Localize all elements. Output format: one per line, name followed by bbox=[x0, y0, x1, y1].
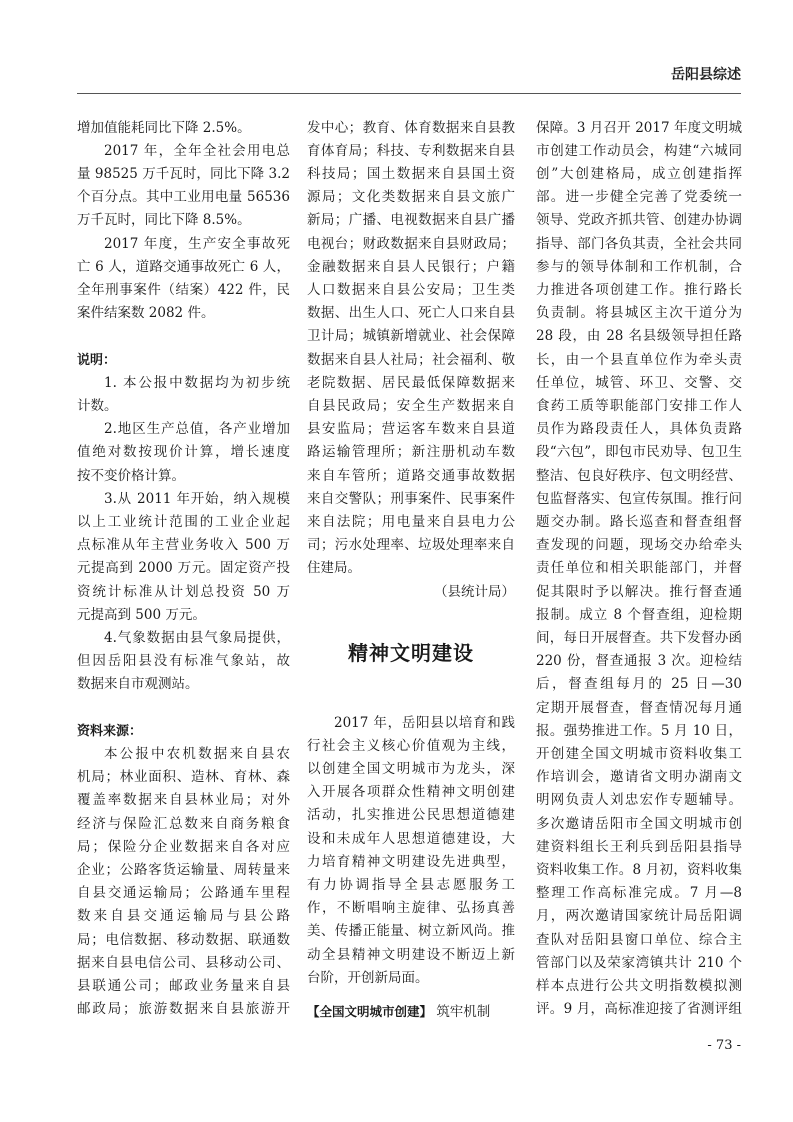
body-line: 部。进一步健全完善了党委统一 bbox=[536, 189, 742, 206]
intro-line: 有力协调指导全县志愿服务工 bbox=[307, 876, 515, 893]
body-line: 促其限时予以解决。推行督查通 bbox=[536, 583, 742, 600]
paragraph-line: 2017 年，全年全社会用电总 bbox=[104, 142, 290, 159]
sources-line: 数来自县交通运输局与县公路 bbox=[77, 908, 290, 925]
intro-line: 台阶，开创新局面。 bbox=[307, 969, 429, 986]
sources-line: 金融数据来自县人民银行；户籍 bbox=[307, 258, 515, 275]
body-line: 多次邀请岳阳市全国文明城市创 bbox=[536, 815, 742, 832]
body-line: 创”大创建格局，成立创建指挥 bbox=[536, 165, 742, 182]
entry-text: 筑牢机制 bbox=[436, 1004, 491, 1021]
sources-line: 本公报中农机数据来自县农 bbox=[104, 745, 290, 762]
intro-line: 作，不断唱响主旋律、弘扬真善 bbox=[307, 900, 515, 917]
sources-line: 局；电信数据、移动数据、联通数 bbox=[77, 931, 290, 948]
sources-line: 机局；林业面积、造林、育林、森 bbox=[77, 769, 290, 786]
body-line: 市创建工作动员会，构建“六城同 bbox=[536, 142, 742, 159]
body-line: 月，两次邀请国家统计局岳阳调 bbox=[536, 908, 742, 925]
body-line: 查发现的问题，现场交办给牵头 bbox=[536, 537, 742, 554]
sources-line: 数据来自县人社局；社会福利、敬 bbox=[307, 351, 515, 368]
body-line: 员作为路段责任人，具体负责路 bbox=[536, 421, 742, 438]
note-line: 按不变价格计算。 bbox=[77, 467, 185, 484]
body-line: 样本点进行公共文明指数模拟测 bbox=[536, 977, 742, 994]
note-line: 以上工业统计范围的工业企业起 bbox=[77, 513, 290, 530]
note-line: 值绝对数按现价计算，增长速度 bbox=[77, 444, 290, 461]
sources-line: 老院数据、居民最低保障数据来 bbox=[307, 374, 515, 391]
body-line: 明网负责人刘忠宏作专题辅导。 bbox=[536, 792, 742, 809]
paragraph-line: 万千瓦时，同比下降 8.5%。 bbox=[77, 212, 251, 229]
note-line: 3.从 2011 年开始，纳入规模 bbox=[104, 490, 290, 507]
body-line: 管部门以及荣家湾镇共计 210 个 bbox=[536, 954, 742, 971]
note-line: 数据来自市观测站。 bbox=[77, 676, 199, 693]
intro-line: 美、传播正能量、树立新风尚。推 bbox=[307, 923, 515, 940]
body-line: 定期开展督查，督查情况每月通 bbox=[536, 699, 742, 716]
running-header-title: 岳阳县综述 bbox=[671, 67, 741, 83]
body-line: 保障。3 月召开 2017 年度文明城 bbox=[536, 119, 742, 136]
source-credit: （县统计局） bbox=[434, 583, 515, 600]
sources-line: 局；保险分企业数据来自各对应 bbox=[77, 838, 290, 855]
body-line: 报。强势推进工作。5 月 10 日， bbox=[536, 722, 742, 739]
paragraph-line: 量 98525 万千瓦时，同比下降 3.2 bbox=[77, 165, 290, 182]
entry-heading-line bbox=[307, 1000, 515, 1023]
sources-line: 司；污水处理率、垃圾处理率来自 bbox=[307, 537, 515, 554]
sources-line: 来自车管所；道路交通事故数据 bbox=[307, 467, 515, 484]
note-line: 元提高到 500 万元。 bbox=[77, 606, 206, 623]
body-line: 建资料组长王利兵到岳阳县指导 bbox=[536, 838, 742, 855]
body-line: 间，每日开展督查。共下发督办函 bbox=[536, 629, 742, 646]
intro-line: 动全县精神文明建设不断迈上新 bbox=[307, 946, 515, 963]
body-line: 报制。成立 8 个督查组，迎检期 bbox=[536, 606, 742, 623]
sources-heading: 资料来源： bbox=[77, 723, 143, 739]
header-rule bbox=[77, 93, 741, 94]
body-line: 整理工作高标准完成。7 月—8 bbox=[536, 885, 742, 902]
intro-line: 以创建全国文明城市为龙头，深 bbox=[307, 760, 515, 777]
sources-line: 人口数据来自县公安局；卫生类 bbox=[307, 281, 515, 298]
sources-line: 自县民政局；安全生产数据来自 bbox=[307, 397, 515, 414]
body-line: 任单位，城管、环卫、交警、交 bbox=[536, 374, 742, 391]
sources-line: 卫计局；城镇新增就业、社会保障 bbox=[307, 328, 515, 345]
sources-line: 来自交警队；刑事案件、民事案件 bbox=[307, 490, 515, 507]
note-line: 但因岳阳县没有标准气象站，故 bbox=[77, 653, 290, 670]
sources-line: 数据、出生人口、死亡人口来自县 bbox=[307, 305, 515, 322]
sources-line: 来自法院；用电量来自县电力公 bbox=[307, 513, 515, 530]
intro-line: 行社会主义核心价值观为主线， bbox=[307, 737, 515, 754]
body-line: 220 份，督查通报 3 次。迎检结 bbox=[536, 653, 742, 670]
sources-line: 科技局；国土数据来自县国土资 bbox=[307, 165, 515, 182]
page-number: - 73 - bbox=[707, 1038, 741, 1053]
note-line: 元提高到 2000 万元。固定资产投 bbox=[77, 560, 290, 577]
sources-line: 住建局。 bbox=[307, 560, 361, 577]
paragraph-line: 全年刑事案件（结案）422 件，民 bbox=[77, 281, 290, 298]
sources-line: 县联通公司；邮政业务量来自县 bbox=[77, 977, 290, 994]
sources-line: 电视台；财政数据来自县财政局； bbox=[307, 235, 515, 252]
body-line: 整洁、包良好秩序、包文明经营、 bbox=[536, 467, 742, 484]
sources-line: 源局；文化类数据来自县文旅广 bbox=[307, 189, 515, 206]
body-line: 作培训会，邀请省文明办湖南文 bbox=[536, 769, 742, 786]
section-title: 精神文明建设 bbox=[348, 641, 474, 665]
sources-line: 育体育局；科技、专利数据来自县 bbox=[307, 142, 515, 159]
sources-line: 路运输管理所；新注册机动车数 bbox=[307, 444, 515, 461]
note-line: 2.地区生产总值，各产业增加 bbox=[104, 421, 290, 438]
sources-line: 邮政局；旅游数据来自县旅游开 bbox=[77, 1001, 290, 1018]
sources-line: 新局；广播、电视数据来自县广播 bbox=[307, 212, 515, 229]
body-line: 查队对岳阳县窗口单位、综合主 bbox=[536, 931, 742, 948]
paragraph-line: 2017 年度，生产安全事故死 bbox=[104, 235, 290, 252]
body-line: 28 段，由 28 名县级领导担任路 bbox=[536, 328, 742, 345]
sources-line: 据来自县电信公司、县移动公司、 bbox=[77, 954, 290, 971]
body-line: 参与的领导体制和工作机制，合 bbox=[536, 258, 742, 275]
sources-line: 自县交通运输局；公路通车里程 bbox=[77, 885, 290, 902]
intro-line: 活动，扎实推进公民思想道德建 bbox=[307, 807, 515, 824]
body-line: 评。9 月，高标准迎接了省测评组 bbox=[536, 1001, 742, 1018]
notes-heading: 说明： bbox=[77, 352, 117, 368]
note-line: 资统计标准从计划总投资 50 万 bbox=[77, 583, 290, 600]
body-line: 题交办制。路长巡查和督查组督 bbox=[536, 513, 742, 530]
paragraph-line: 案件结案数 2082 件。 bbox=[77, 305, 215, 322]
body-line: 长，由一个县直单位作为牵头责 bbox=[536, 351, 742, 368]
body-line: 负责制。将县城区主次干道分为 bbox=[536, 305, 742, 322]
sources-line: 企业；公路客货运输量、周转量来 bbox=[77, 861, 290, 878]
intro-line: 2017 年，岳阳县以培育和践 bbox=[334, 714, 515, 731]
body-line: 食药工质等职能部门安排工作人 bbox=[536, 397, 742, 414]
body-line: 责任单位和相关职能部门，并督 bbox=[536, 560, 742, 577]
note-line: 点标准从年主营业务收入 500 万 bbox=[77, 537, 290, 554]
body-line: 力推进各项创建工作。推行路长 bbox=[536, 281, 742, 298]
sources-line: 经济与保险汇总数来自商务粮食 bbox=[77, 815, 290, 832]
paragraph-line: 亡 6 人，道路交通事故死亡 6 人， bbox=[77, 258, 290, 275]
body-line: 开创建全国文明城市资料收集工 bbox=[536, 745, 742, 762]
intro-line: 设和未成年人思想道德建设，大 bbox=[307, 830, 515, 847]
body-line: 领导、党政齐抓共管、创建办协调 bbox=[536, 212, 742, 229]
note-line: 计数。 bbox=[77, 397, 118, 414]
sources-line: 覆盖率数据来自县林业局；对外 bbox=[77, 792, 290, 809]
intro-line: 力培育精神文明建设先进典型， bbox=[307, 853, 515, 870]
body-line: 包监督落实、包宣传氛围。推行问 bbox=[536, 490, 742, 507]
body-line: 指导、部门各负其责，全社会共同 bbox=[536, 235, 742, 252]
body-line: 段“六包”，即包市民劝导、包卫生 bbox=[536, 444, 742, 461]
paragraph-line: 增加值能耗同比下降 2.5%。 bbox=[77, 119, 251, 136]
sources-line: 县安监局；营运客车数来自县道 bbox=[307, 421, 515, 438]
paragraph-line: 个百分点。其中工业用电量 56536 bbox=[77, 189, 290, 206]
note-line: 4.气象数据由县气象局提供， bbox=[104, 629, 290, 646]
body-line: 资料收集工作。8 月初，资料收集 bbox=[536, 861, 742, 878]
note-line: 1. 本公报中数据均为初步统 bbox=[104, 374, 290, 391]
intro-line: 入开展各项群众性精神文明创建 bbox=[307, 784, 515, 801]
entry-label: 【全国文明城市创建】 bbox=[307, 1004, 433, 1020]
body-line: 后，督查组每月的 25 日—30 bbox=[536, 676, 742, 693]
sources-line: 发中心；教育、体育数据来自县教 bbox=[307, 119, 515, 136]
